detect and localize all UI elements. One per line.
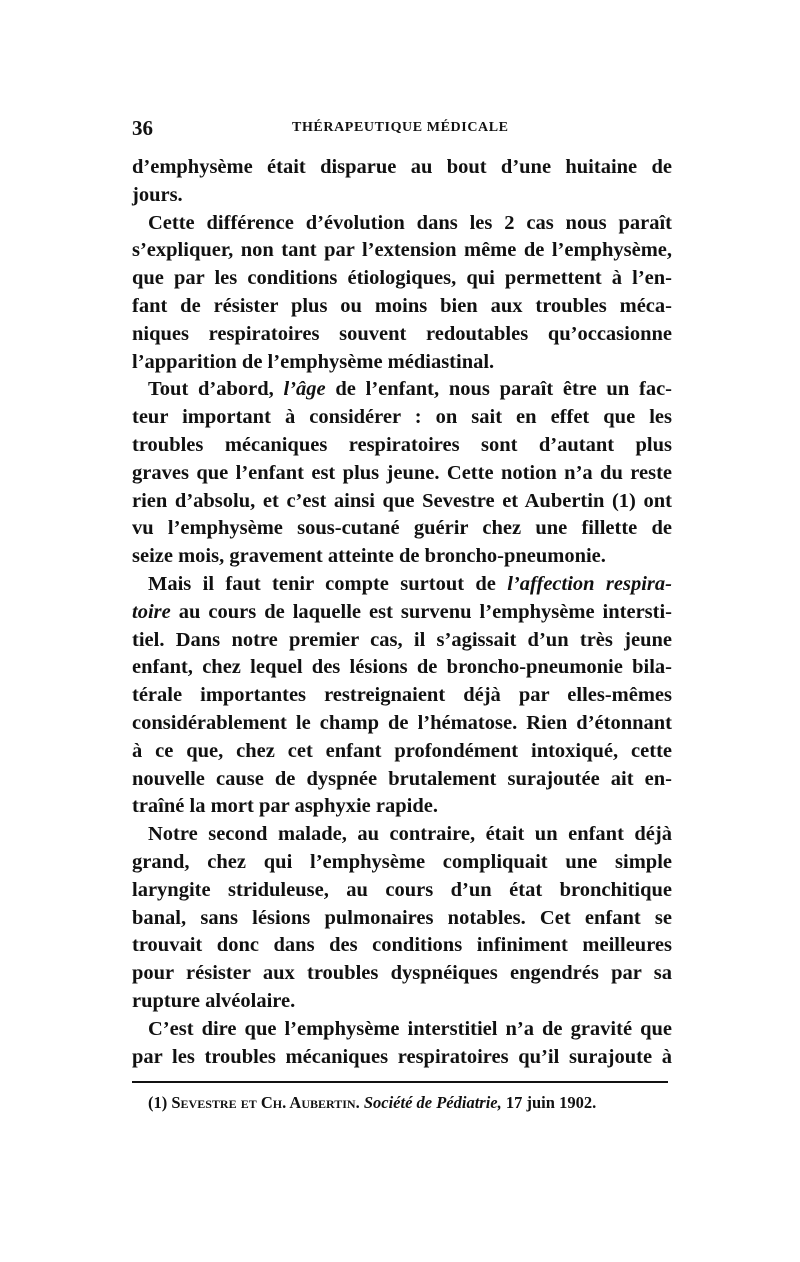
text-line: pour résister aux troubles dyspnéiques engendrés par sa [132, 962, 672, 985]
text-line: l’apparition de l’emphysème médiastinal. [132, 350, 495, 373]
emphasis-text: l’âge [283, 378, 326, 401]
text-line: seize mois, gravement atteinte de broncho-pneumonie. [132, 545, 606, 568]
footnote-divider [132, 1081, 668, 1083]
text-line: troubles mécaniques respiratoires sont d’autant plus [132, 433, 672, 456]
text-line: Notre second malade, au contraire, était un enfant déjà [148, 823, 672, 846]
text-line: banal, sans lésions pulmonaires notables. Cet enfant se [132, 906, 672, 929]
text-line: à ce que, chez cet enfant profondément intoxiqué, cette [132, 739, 672, 762]
text-line: vu l’emphysème sous-cutané guérir chez une fillette de [132, 517, 672, 540]
text-line: laryngite striduleuse, au cours d’un état bronchitique [132, 878, 672, 901]
text-line: s’expliquer, non tant par l’extension même de l’emphysème, [132, 239, 672, 262]
footnote-marker: (1) [148, 1093, 168, 1112]
text-line: trouvait donc dans des conditions infiniment meilleures [132, 934, 672, 957]
text-line: que par les conditions étiologiques, qui permettent à l’en- [132, 267, 672, 290]
footnote-date: 17 juin 1902. [505, 1093, 597, 1112]
footnote [148, 1093, 668, 1113]
text-line: fant de résister plus ou moins bien aux troubles méca- [132, 294, 672, 317]
text-run: au cours de laquelle est survenu l’emphysème intersti- [170, 600, 672, 623]
text-line: traîné la mort par asphyxie rapide. [132, 795, 438, 818]
text-line: tiel. Dans notre premier cas, il s’agissait d’un très jeune [132, 628, 672, 651]
text-line: jours. [132, 183, 183, 206]
text-line: considérablement le champ de l’hématose. Rien d’étonnant [132, 711, 672, 734]
text-line: nouvelle cause de dyspnée brutalement surajoutée ait en- [132, 767, 672, 790]
text-line [132, 599, 672, 627]
text-run: Tout d’abord, [148, 378, 284, 401]
page-header [132, 116, 672, 140]
text-line: par les troubles mécaniques respiratoires qu’il surajoute à [132, 1045, 672, 1068]
text-line: Cette différence d’évolution dans les 2 cas nous paraît [148, 211, 672, 234]
text-line: d’emphysème était disparue au bout d’une huitaine de [132, 156, 672, 178]
text-line: graves que l’enfant est plus jeune. Cette notion n’a du reste [132, 461, 672, 484]
running-head: THÉRAPEUTIQUE MÉDICALE [292, 120, 509, 135]
text-line: C’est dire que l’emphysème interstitiel n’a de gravité que [148, 1017, 672, 1040]
text-line: rupture alvéolaire. [132, 989, 296, 1012]
text-line: enfant, chez lequel des lésions de broncho-pneumonie bila- [132, 656, 672, 679]
footnote-journal: Société de Pédiatrie, [363, 1093, 502, 1112]
text-run: de l’enfant, nous paraît être un fac- [325, 378, 672, 401]
page-number: 36 [132, 116, 153, 140]
text-line: grand, chez qui l’emphysème compliquait une simple [132, 850, 672, 873]
text-run: Mais il faut tenir compte surtout de [148, 572, 508, 595]
text-line: térale importantes restreignaient déjà par elles-mêmes [132, 684, 672, 707]
text-line [132, 376, 672, 404]
emphasis-text: l’affection respira- [507, 572, 672, 595]
body-text [132, 154, 672, 1071]
text-line: rien d’absolu, et c’est ainsi que Sevestre et Aubertin (1) ont [132, 489, 672, 512]
text-line: niques respiratoires souvent redoutables qu’occasionne [132, 322, 672, 345]
footnote-authors: Sevestre et Ch. Aubertin. [171, 1093, 360, 1112]
text-line [132, 571, 672, 599]
text-line: teur important à considérer : on sait en effet que les [132, 406, 672, 429]
emphasis-text: toire [132, 600, 171, 623]
